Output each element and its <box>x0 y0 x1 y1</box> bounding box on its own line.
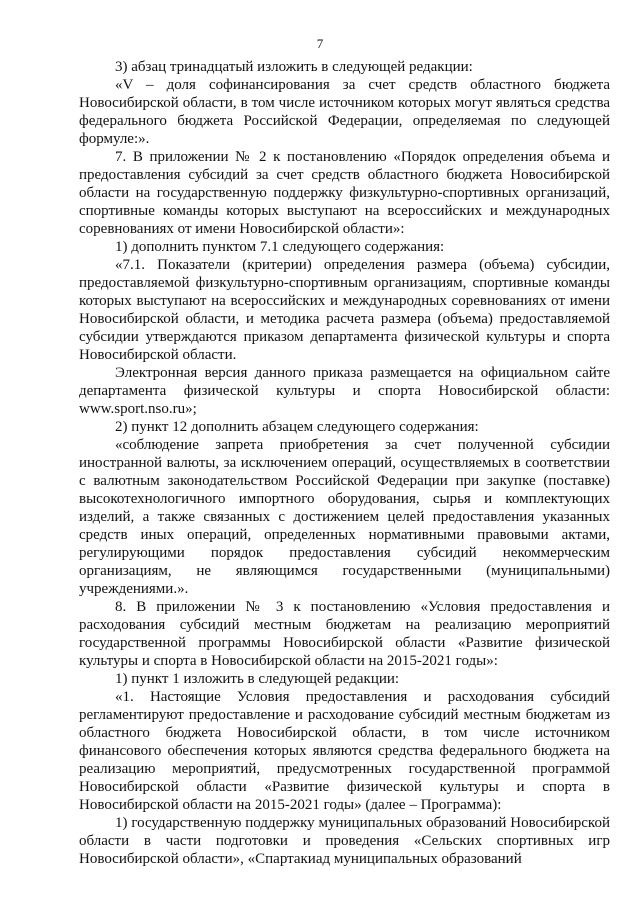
paragraph-point-7-1: «7.1. Показатели (критерии) определения размера (объема) субсидии, предоставляемой физкультурно-спортивным организациям, спортивные команды которых выступают на всероссийских и международных соревнованиях от имени Новосибирской области, и методика расчета размера (объема) предоставляемой субсидии утверждаются приказом департамента физической культуры и спорта Новосибирской области. <box>79 257 610 363</box>
paragraph-conditions: «1. Настоящие Условия предоставления и расходования субсидий регламентируют предоставление и расходование субсидий местным бюджетам из областного бюджета Новосибирской области, в том числе источником финансового обеспечения которых являются средства федерального бюджета на реализацию мероприятий, предусмотренных государственной программой Новосибирской области «Развитие физической культуры и спорта в Новосибирской области на 2015-2021 годы» (далее – Программа): <box>79 689 610 813</box>
paragraph-currency-ban: «соблюдение запрета приобретения за счет полученной субсидии иностранной валюты, за исключением операций, осуществляемых в соответствии с валютным законодательством Российской Федерации при закупке (поставке) высокотехнологичного импортного оборудования, сырья и комплектующих изделий, а также связанных с достижением целей предоставления указанных средств иных операций, определенных нормативными правовыми актами, регулирующими порядок предоставления субсидий некоммерческим организациям, не являющимся государственными (муниципальными) учреждениями.». <box>79 437 610 597</box>
document-body <box>79 58 610 868</box>
paragraph-point-1-edit: 1) пункт 1 изложить в следующей редакции: <box>115 671 400 687</box>
paragraph-section-8: 8. В приложении № 3 к постановлению «Условия предоставления и расходования субсидий местным бюджетам на реализацию мероприятий государственной программы Новосибирской области «Развитие физической культуры и спорта в Новосибирской области на 2015-2021 годы»: <box>79 599 610 669</box>
paragraph-state-support: 1) государственную поддержку муниципальных образований Новосибирской области в части подготовки и проведения «Сельских спортивных игр Новосибирской области», «Спартакиад муниципальных образований <box>79 815 610 867</box>
paragraph-formula-definition: «V – доля софинансирования за счет средств областного бюджета Новосибирской области, в том числе источником которых могут являться средства федерального бюджета Российской Федерации, определяемая по следующей формуле:». <box>79 77 610 147</box>
paragraph-item-13: 3) абзац тринадцатый изложить в следующей редакции: <box>115 59 473 75</box>
page-number: 7 <box>316 36 324 51</box>
paragraph-point-12: 2) пункт 12 дополнить абзацем следующего содержания: <box>115 419 479 435</box>
paragraph-electronic-version: Электронная версия данного приказа размещается на официальном сайте департамента физической культуры и спорта Новосибирской области: www.sport.nso.ru»; <box>79 365 610 417</box>
paragraph-add-point-7-1: 1) дополнить пунктом 7.1 следующего содержания: <box>115 239 445 255</box>
paragraph-section-7: 7. В приложении № 2 к постановлению «Порядок определения объема и предоставления субсидий за счет средств областного бюджета Новосибирской области на государственную поддержку физкультурно-спортивных организаций, спортивные команды которых выступают на всероссийских и международных соревнованиях от имени Новосибирской области»: <box>79 149 610 237</box>
